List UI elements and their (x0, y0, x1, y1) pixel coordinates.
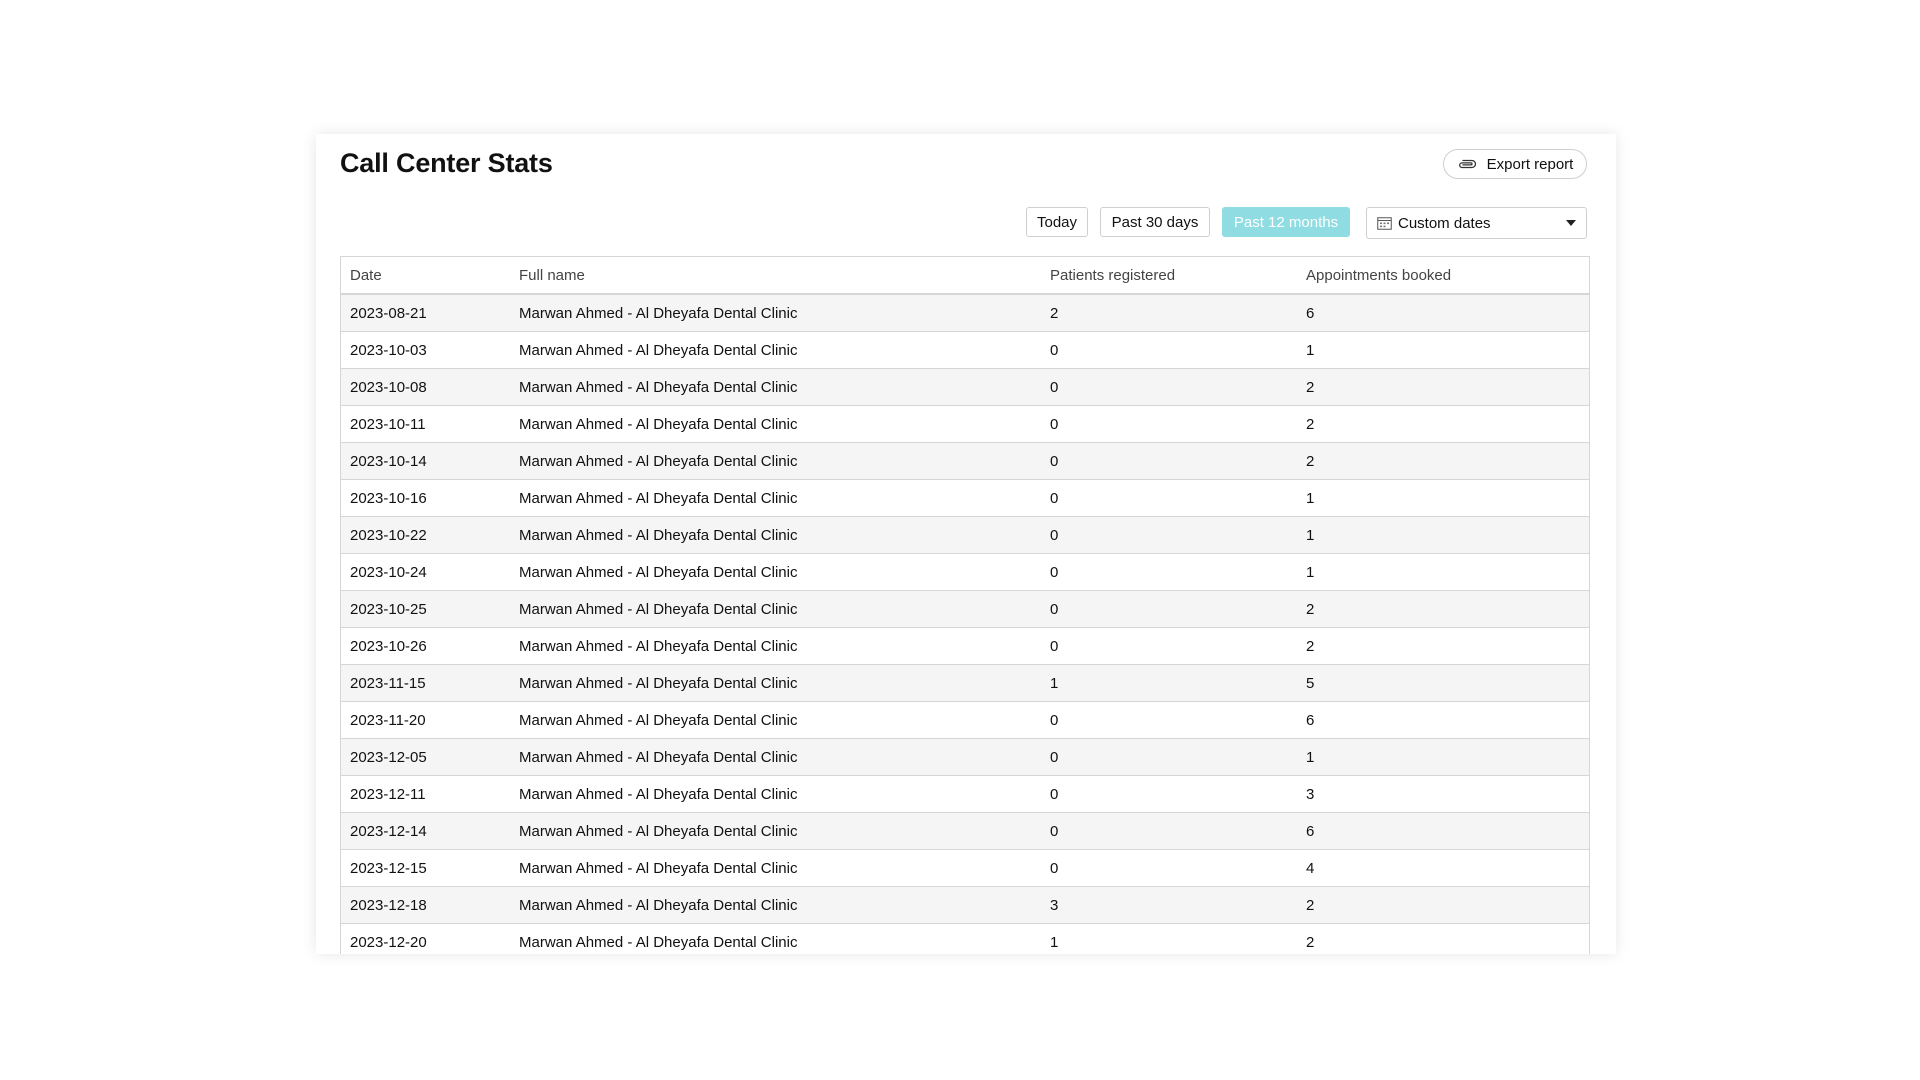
cell-patients-registered: 2 (1041, 294, 1297, 332)
cell-date: 2023-10-11 (341, 406, 510, 443)
page-title: Call Center Stats (340, 148, 553, 178)
cell-date: 2023-12-14 (341, 813, 510, 850)
cell-appointments-booked: 2 (1297, 887, 1589, 924)
cell-date: 2023-10-16 (341, 480, 510, 517)
cell-appointments-booked: 1 (1297, 554, 1589, 591)
cell-date: 2023-10-03 (341, 332, 510, 369)
cell-date: 2023-12-15 (341, 850, 510, 887)
column-header-patients-registered[interactable]: Patients registered (1041, 257, 1297, 294)
cell-patients-registered: 1 (1041, 924, 1297, 955)
cell-patients-registered: 0 (1041, 369, 1297, 406)
table-row[interactable] (341, 850, 1589, 887)
cell-full-name: Marwan Ahmed - Al Dheyafa Dental Clinic (510, 591, 1041, 628)
cell-patients-registered: 0 (1041, 517, 1297, 554)
table-row[interactable] (341, 480, 1589, 517)
cell-appointments-booked: 6 (1297, 813, 1589, 850)
custom-dates-select[interactable] (1366, 207, 1587, 239)
cell-appointments-booked: 2 (1297, 406, 1589, 443)
cell-appointments-booked: 2 (1297, 369, 1589, 406)
cell-full-name: Marwan Ahmed - Al Dheyafa Dental Clinic (510, 776, 1041, 813)
cell-patients-registered: 0 (1041, 813, 1297, 850)
cell-date: 2023-12-11 (341, 776, 510, 813)
cell-patients-registered: 0 (1041, 443, 1297, 480)
date-filter-bar (316, 207, 1616, 237)
cell-full-name: Marwan Ahmed - Al Dheyafa Dental Clinic (510, 628, 1041, 665)
cell-appointments-booked: 6 (1297, 294, 1589, 332)
cell-patients-registered: 0 (1041, 480, 1297, 517)
table-row[interactable] (341, 739, 1589, 776)
cell-patients-registered: 3 (1041, 887, 1297, 924)
cell-appointments-booked: 2 (1297, 443, 1589, 480)
cell-full-name: Marwan Ahmed - Al Dheyafa Dental Clinic (510, 406, 1041, 443)
today-button[interactable]: Today (1026, 207, 1088, 237)
cell-date: 2023-10-14 (341, 443, 510, 480)
cell-patients-registered: 0 (1041, 702, 1297, 739)
cell-patients-registered: 0 (1041, 850, 1297, 887)
cell-full-name: Marwan Ahmed - Al Dheyafa Dental Clinic (510, 850, 1041, 887)
cell-date: 2023-10-22 (341, 517, 510, 554)
cell-date: 2023-08-21 (341, 294, 510, 332)
cell-patients-registered: 0 (1041, 776, 1297, 813)
cell-date: 2023-10-25 (341, 591, 510, 628)
cell-patients-registered: 0 (1041, 332, 1297, 369)
cell-full-name: Marwan Ahmed - Al Dheyafa Dental Clinic (510, 332, 1041, 369)
table-row[interactable] (341, 665, 1589, 702)
table-row[interactable] (341, 517, 1589, 554)
cell-full-name: Marwan Ahmed - Al Dheyafa Dental Clinic (510, 517, 1041, 554)
cell-patients-registered: 1 (1041, 665, 1297, 702)
cell-full-name: Marwan Ahmed - Al Dheyafa Dental Clinic (510, 813, 1041, 850)
cell-appointments-booked: 2 (1297, 628, 1589, 665)
table-row[interactable] (341, 406, 1589, 443)
column-header-full-name[interactable]: Full name (510, 257, 1041, 294)
table-row[interactable] (341, 554, 1589, 591)
cell-patients-registered: 0 (1041, 554, 1297, 591)
table-row[interactable] (341, 924, 1589, 955)
past-12-months-button[interactable]: Past 12 months (1222, 207, 1350, 237)
cell-date: 2023-12-18 (341, 887, 510, 924)
stats-table (340, 256, 1590, 954)
cell-appointments-booked: 3 (1297, 776, 1589, 813)
export-report-label: Export report (1486, 155, 1574, 173)
table-row[interactable] (341, 369, 1589, 406)
cell-full-name: Marwan Ahmed - Al Dheyafa Dental Clinic (510, 294, 1041, 332)
cell-patients-registered: 0 (1041, 591, 1297, 628)
export-report-button[interactable] (1443, 149, 1587, 179)
cell-full-name: Marwan Ahmed - Al Dheyafa Dental Clinic (510, 924, 1041, 955)
table-row[interactable] (341, 443, 1589, 480)
table-row[interactable] (341, 591, 1589, 628)
table-header-row (341, 257, 1589, 294)
table-row[interactable] (341, 776, 1589, 813)
cell-date: 2023-12-20 (341, 924, 510, 955)
cell-patients-registered: 0 (1041, 628, 1297, 665)
cell-patients-registered: 0 (1041, 739, 1297, 776)
stats-card (316, 134, 1616, 954)
table-row[interactable] (341, 294, 1589, 332)
cell-appointments-booked: 1 (1297, 332, 1589, 369)
cell-full-name: Marwan Ahmed - Al Dheyafa Dental Clinic (510, 369, 1041, 406)
table-body (341, 294, 1589, 954)
table-row[interactable] (341, 332, 1589, 369)
column-header-date[interactable]: Date (341, 257, 510, 294)
caret-down-icon (1566, 220, 1576, 226)
cell-date: 2023-10-24 (341, 554, 510, 591)
calendar-icon (1377, 216, 1392, 230)
cell-appointments-booked: 4 (1297, 850, 1589, 887)
cell-appointments-booked: 1 (1297, 739, 1589, 776)
cell-date: 2023-10-08 (341, 369, 510, 406)
cell-full-name: Marwan Ahmed - Al Dheyafa Dental Clinic (510, 443, 1041, 480)
table-row[interactable] (341, 887, 1589, 924)
cell-full-name: Marwan Ahmed - Al Dheyafa Dental Clinic (510, 887, 1041, 924)
cell-full-name: Marwan Ahmed - Al Dheyafa Dental Clinic (510, 554, 1041, 591)
table-row[interactable] (341, 628, 1589, 665)
cell-patients-registered: 0 (1041, 406, 1297, 443)
cell-appointments-booked: 1 (1297, 517, 1589, 554)
cell-appointments-booked: 2 (1297, 591, 1589, 628)
cell-date: 2023-11-20 (341, 702, 510, 739)
custom-dates-label: Custom dates (1398, 214, 1491, 232)
cell-appointments-booked: 2 (1297, 924, 1589, 955)
column-header-appointments-booked[interactable]: Appointments booked (1297, 257, 1589, 294)
table-row[interactable] (341, 702, 1589, 739)
cell-appointments-booked: 6 (1297, 702, 1589, 739)
cell-appointments-booked: 1 (1297, 480, 1589, 517)
cell-date: 2023-12-05 (341, 739, 510, 776)
cell-date: 2023-10-26 (341, 628, 510, 665)
paperclip-icon (1457, 158, 1477, 170)
past-30-days-button[interactable]: Past 30 days (1100, 207, 1210, 237)
cell-date: 2023-11-15 (341, 665, 510, 702)
cell-full-name: Marwan Ahmed - Al Dheyafa Dental Clinic (510, 665, 1041, 702)
cell-full-name: Marwan Ahmed - Al Dheyafa Dental Clinic (510, 480, 1041, 517)
table-row[interactable] (341, 813, 1589, 850)
cell-appointments-booked: 5 (1297, 665, 1589, 702)
cell-full-name: Marwan Ahmed - Al Dheyafa Dental Clinic (510, 702, 1041, 739)
cell-full-name: Marwan Ahmed - Al Dheyafa Dental Clinic (510, 739, 1041, 776)
